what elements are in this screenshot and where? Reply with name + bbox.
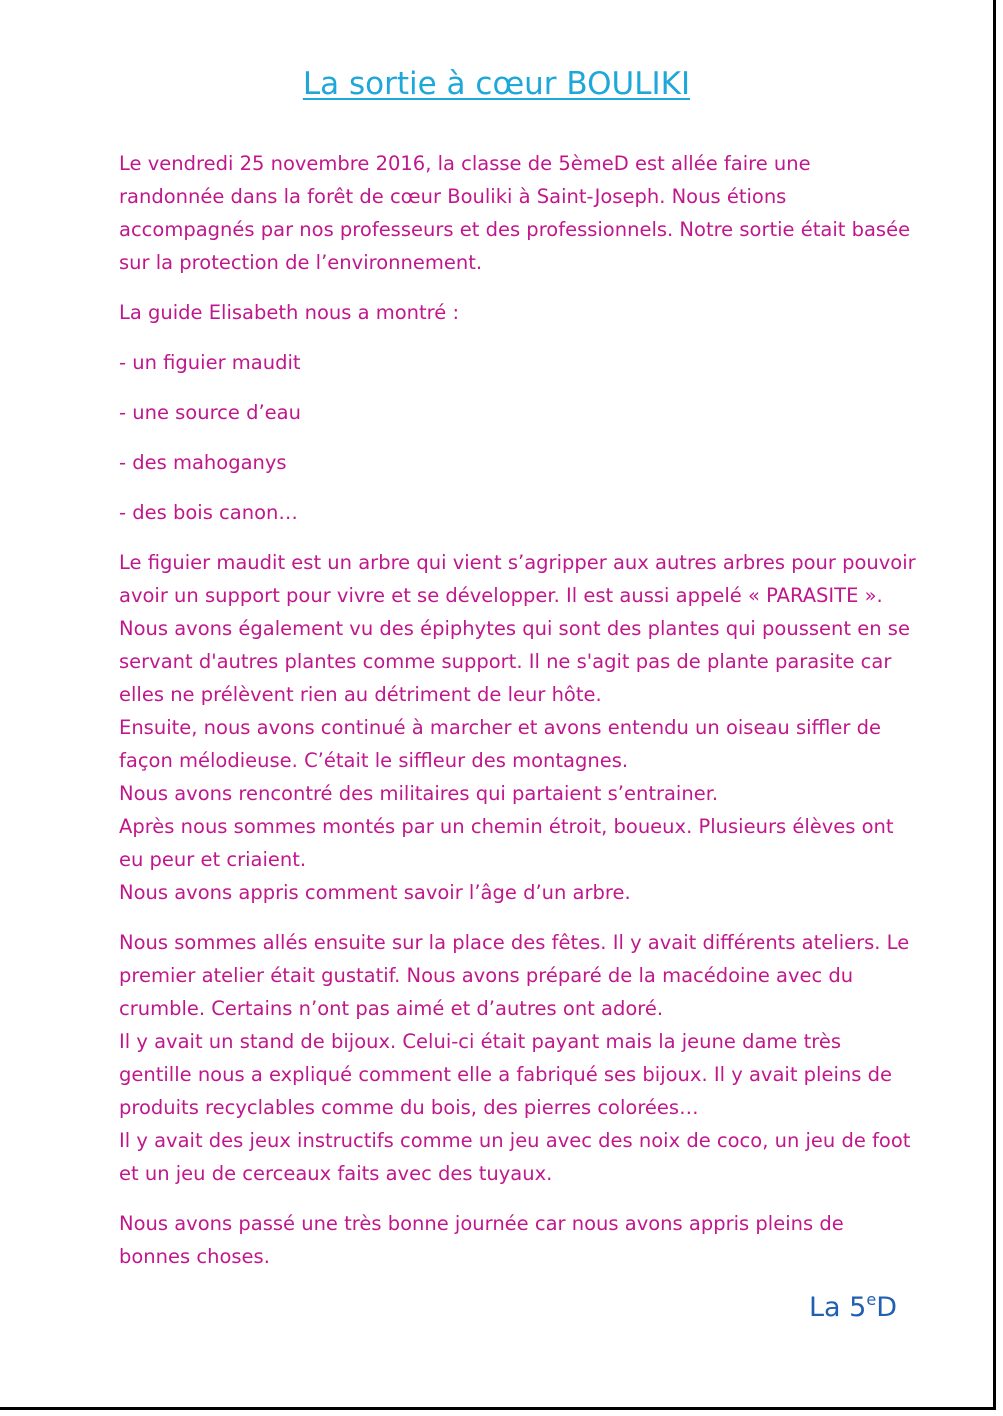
signature-superscript: e [866,1290,877,1309]
body-line: Il y avait des jeux instructifs comme un jeu avec des noix de coco, un jeu de foot et un jeu de cerceaux faits avec des tuyaux. [119,1129,911,1185]
body-line: Nous sommes allés ensuite sur la place des fêtes. Il y avait différents ateliers. Le premier atelier était gustatif. Nous avons préparé de la macédoine avec du crumble. Certains n’ont pas aimé et d’autres ont adoré. [119,931,910,1020]
list-item: - une source d’eau [119,401,301,424]
guide-paragraph: La guide Elisabeth nous a montré : [119,301,460,324]
body-line: Nous avons appris comment savoir l’âge d’un arbre. [119,881,631,904]
body-line: Ensuite, nous avons continué à marcher et avons entendu un oiseau siffler de façon mélodieuse. C’était le siffleur des montagnes. [119,716,881,772]
body-line: Il y avait un stand de bijoux. Celui-ci était payant mais la jeune dame très gentille nous a expliqué comment elle a fabriqué ses bijoux. Il y avait pleins de produits recyclables comme du bois, des pierres colorées… [119,1030,892,1119]
body-line: Nous avons également vu des épiphytes qui sont des plantes qui poussent en se servant d'autres plantes comme support. Il ne s'agit pas de plante parasite car elles ne prélèvent rien au détriment de leur hôte. [119,617,910,706]
body-line: Nous avons rencontré des militaires qui partaient s’entrainer. [119,782,719,805]
signature-text: La 5 [809,1292,867,1323]
signature [809,1290,897,1326]
page-title: La sortie à cœur BOULIKI [302,66,691,102]
list-item: - un figuier maudit [119,351,301,374]
conclusion-paragraph: Nous avons passé une très bonne journée car nous avons appris pleins de bonnes choses. [119,1212,844,1268]
body-line: Après nous sommes montés par un chemin étroit, boueux. Plusieurs élèves ont eu peur et criaient. [119,815,894,871]
intro-paragraph: Le vendredi 25 novembre 2016, la classe de 5èmeD est allée faire une randonnée dans la forêt de cœur Bouliki à Saint-Joseph. Nous étions accompagnés par nos professeurs et des professionnels. Notre sortie était basée sur la protection de l’environnement. [119,152,911,274]
signature-suffix: D [876,1292,897,1323]
list-item: - des bois canon… [119,501,298,524]
list-item: - des mahoganys [119,451,287,474]
document-body [119,147,919,1290]
body-line: Le figuier maudit est un arbre qui vient s’agripper aux autres arbres pour pouvoir avoir un support pour vivre et se développer. Il est aussi appelé « PARASITE ». [119,551,916,607]
